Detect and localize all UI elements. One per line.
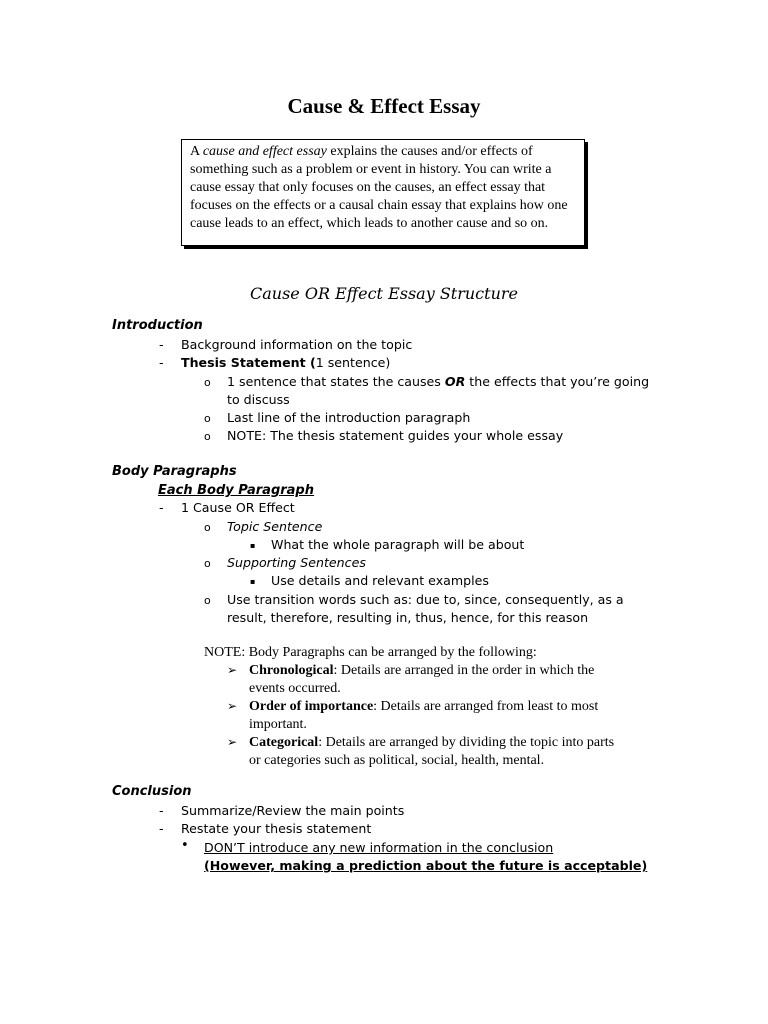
arrangement-note: NOTE: Body Paragraphs can be arranged by the following: [204,645,537,660]
introduction-heading: Introduction [112,318,203,333]
dash-icon: - [159,821,164,836]
arrangement-desc: : Details are arranged in the order in which the [333,663,595,678]
square-bullet-icon: ▪ [250,541,256,550]
thesis-length: 1 sentence) [315,355,391,370]
definition-text: explains the causes and/or effects of something such as a problem or event in history. You can write a cause essay that only focuses on the causes, an effect essay that focuses on the effects or a causal chain essay that explains how one cause leads to an effect, which leads to another cause and so on. [190,144,568,231]
intro-item-background: Background information on the topic [181,337,413,352]
thesis-detail-or: OR [444,374,466,389]
arrangement-chronological [249,663,594,679]
circle-bullet-icon: o [204,376,211,389]
dash-icon: - [159,337,164,352]
thesis-detail-text: 1 sentence that states the causes [227,374,445,389]
bullet-icon: • [181,838,189,853]
intro-item-thesis [181,355,390,370]
transition-words-line1: Use transition words such as: due to, since, consequently, as a [227,592,624,607]
thesis-detail-causes [227,374,649,389]
arrangement-label: Order of importance [249,699,374,714]
conclusion-warning: DON’T introduce any new information in the conclusion [204,840,554,855]
arrow-bullet-icon: ➢ [227,663,238,677]
thesis-detail-text-2: the effects that you’re going [465,374,650,389]
square-bullet-icon: ▪ [250,577,256,586]
definition-term: cause and effect essay [202,144,327,159]
conclusion-item-restate: Restate your thesis statement [181,821,372,836]
arrangement-chronological-line2: events occurred. [249,681,341,696]
circle-bullet-icon: o [204,557,211,570]
arrangement-importance-line2: important. [249,717,307,732]
definition-box [181,139,585,246]
structure-title: Cause OR Effect Essay Structure [250,284,518,303]
conclusion-exception: (However, making a prediction about the future is acceptable) [204,858,648,873]
supporting-sentences-detail: Use details and relevant examples [271,573,489,588]
circle-bullet-icon: o [204,521,211,534]
definition-prefix: A [190,144,203,159]
thesis-detail-causes-line2: to discuss [227,392,290,407]
arrangement-label: Categorical [249,735,319,750]
dash-icon: - [159,355,164,370]
conclusion-heading: Conclusion [112,784,192,799]
body-subheading: Each Body Paragraph [158,483,314,498]
arrangement-desc: : Details are arranged by dividing the topic into parts [318,735,615,750]
conclusion-item-summarize: Summarize/Review the main points [181,803,405,818]
topic-sentence-label: Topic Sentence [227,519,323,534]
body-item-cause-effect: 1 Cause OR Effect [181,500,295,515]
arrangement-categorical [249,735,614,751]
arrangement-importance [249,699,598,715]
supporting-sentences-label: Supporting Sentences [227,555,366,570]
circle-bullet-icon: o [204,594,211,607]
dash-icon: - [159,500,164,515]
body-heading: Body Paragraphs [112,464,237,479]
arrangement-categorical-line2: or categories such as political, social, health, mental. [249,753,545,768]
page-title: Cause & Effect Essay [287,94,481,118]
arrow-bullet-icon: ➢ [227,699,238,713]
arrow-bullet-icon: ➢ [227,735,238,749]
topic-sentence-detail: What the whole paragraph will be about [271,537,525,552]
thesis-label: Thesis Statement ( [181,355,316,370]
circle-bullet-icon: o [204,430,211,443]
circle-bullet-icon: o [204,412,211,425]
arrangement-label: Chronological [249,663,334,678]
transition-words-line2: result, therefore, resulting in, thus, hence, for this reason [227,610,589,625]
thesis-detail-note: NOTE: The thesis statement guides your whole essay [227,428,564,443]
thesis-detail-last-line: Last line of the introduction paragraph [227,410,471,425]
dash-icon: - [159,803,164,818]
arrangement-desc: : Details are arranged from least to most [373,699,599,714]
